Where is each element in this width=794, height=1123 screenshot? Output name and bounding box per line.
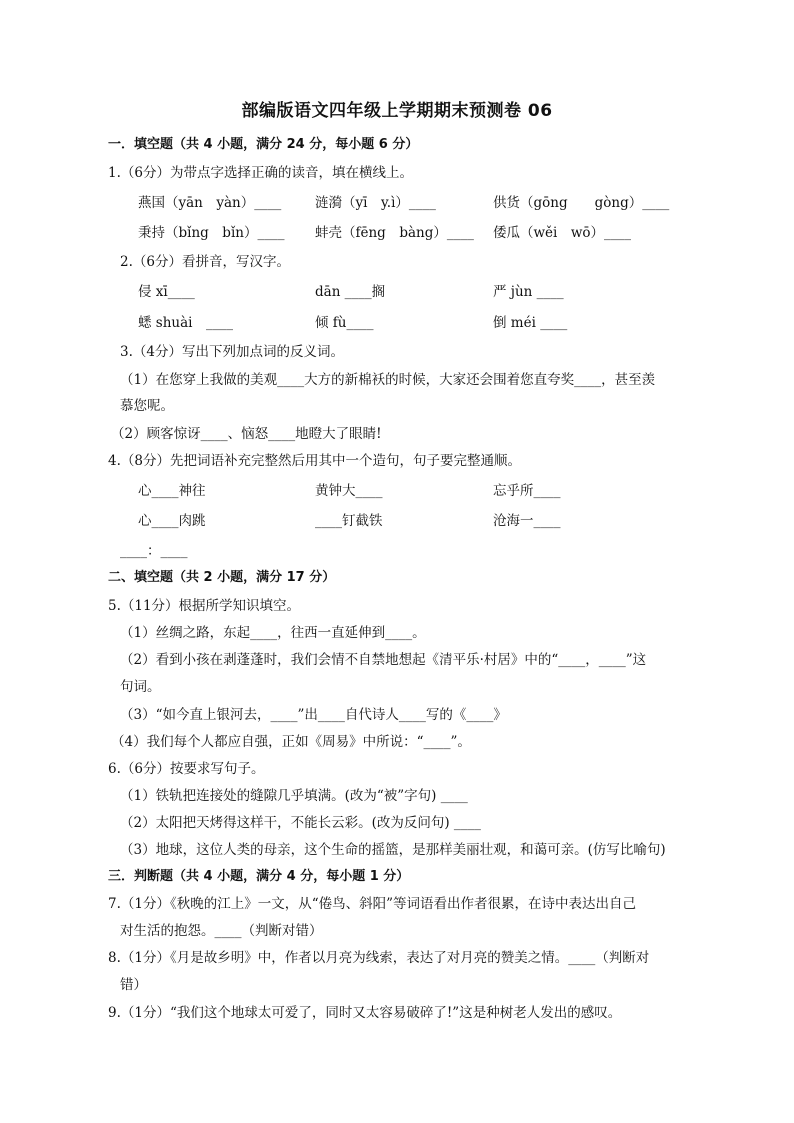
q1-item-1: 燕国（yān yàn）____ xyxy=(138,195,282,211)
q6-part-2: （2）太阳把天烤得这样干，不能长云彩。(改为反问句) ____ xyxy=(120,815,481,831)
question-8-line-1: 8.（1分）《月是故乡明》中，作者以月亮为线索，表达了对月亮的赞美之情。____（判断对 xyxy=(108,950,650,966)
q6-part-1: （1）铁轨把连接处的缝隙几乎填满。(改为“被”字句) ____ xyxy=(120,788,468,804)
question-3-stem: 3.（4分）写出下列加点词的反义词。 xyxy=(120,344,344,360)
q3-part-1-line-2: 慕您呢。 xyxy=(120,398,174,414)
q2-item-6: 倒 méi ____ xyxy=(493,315,568,331)
q4-answer-line: ____：____ xyxy=(120,543,188,559)
q1-item-4: 秉持（bǐng bǐn）____ xyxy=(138,225,285,241)
q3-part-2: （2）顾客惊讶____、恼怒____地瞪大了眼睛! xyxy=(111,426,382,442)
q2-item-1: 侵 xī____ xyxy=(138,284,195,300)
section-heading-2: 二、填空题（共 2 小题，满分 17 分） xyxy=(108,570,336,585)
question-6-stem: 6.（6分）按要求写句子。 xyxy=(108,761,265,777)
question-4-stem: 4.（8分）先把词语补充完整然后用其中一个造句，句子要完整通顺。 xyxy=(108,453,521,469)
q5-part-3: （3）“如今直上银河去，____”出____自代诗人____写的《____》 xyxy=(120,707,507,723)
q2-item-2: dān ____搁 xyxy=(315,284,386,300)
question-8-line-2: 错） xyxy=(120,977,147,993)
q4-item-6: 沧海一____ xyxy=(493,513,561,529)
question-9: 9.（1分）“我们这个地球太可爱了，同时又太容易破碎了!”这是种树老人发出的感叹。 xyxy=(108,1005,622,1021)
question-5-stem: 5.（11分）根据所学知识填空。 xyxy=(108,598,301,614)
q1-item-5: 蚌壳（fēng bàng）____ xyxy=(315,225,474,241)
q1-item-6: 倭瓜（wěi wō）____ xyxy=(493,225,632,241)
q3-part-1-line-1: （1）在您穿上我做的美观____大方的新棉袄的时候，大家还会围着您直夸奖____，甚至羡 xyxy=(120,372,656,388)
q4-item-1: 心____神往 xyxy=(138,483,206,499)
q2-item-4: 蟋 shuài ____ xyxy=(138,315,233,331)
section-heading-3: 三．判断题（共 4 小题，满分 4 分，每小题 1 分） xyxy=(108,869,410,884)
q5-part-4: （4）我们每个人都应自强，正如《周易》中所说：“____”。 xyxy=(111,734,471,750)
q4-item-2: 黄钟大____ xyxy=(315,483,383,499)
question-7-line-2: 对生活的抱怨。____（判断对错） xyxy=(120,923,323,939)
q5-part-2-line-1: （2）看到小孩在剥蓬蓬时，我们会情不自禁地想起《清平乐·村居》中的“____，____”这 xyxy=(120,652,647,668)
q1-item-3: 供货（gōng gòng）____ xyxy=(493,195,670,211)
q1-item-2: 涟漪（yī y.ì）____ xyxy=(315,195,436,211)
page-title: 部编版语文四年级上学期期末预测卷 06 xyxy=(241,101,553,121)
q2-item-3: 严 jùn ____ xyxy=(493,284,564,300)
q4-item-3: 忘乎所____ xyxy=(493,483,561,499)
q4-item-4: 心____肉跳 xyxy=(138,513,206,529)
section-heading-1: 一．填空题（共 4 小题，满分 24 分，每小题 6 分） xyxy=(108,137,419,152)
q4-item-5: ____钉截铁 xyxy=(315,513,383,529)
q6-part-3: （3）地球，这位人类的母亲，这个生命的摇篮，是那样美丽壮观，和蔼可亲。(仿写比喻句) xyxy=(120,842,666,858)
question-1-stem: 1.（6分）为带点字选择正确的读音，填在横线上。 xyxy=(108,165,413,181)
q2-item-5: 倾 fù____ xyxy=(315,315,374,331)
question-7-line-1: 7.（1分）《秋晚的江上》一文，从“倦鸟、斜阳”等词语看出作者很累，在诗中表达出自己 xyxy=(108,896,637,912)
q5-part-1: （1）丝绸之路，东起____，往西一直延伸到____。 xyxy=(120,625,426,641)
question-2-stem: 2.（6分）看拼音，写汉字。 xyxy=(120,254,290,270)
q5-part-2-line-2: 句词。 xyxy=(120,679,161,695)
